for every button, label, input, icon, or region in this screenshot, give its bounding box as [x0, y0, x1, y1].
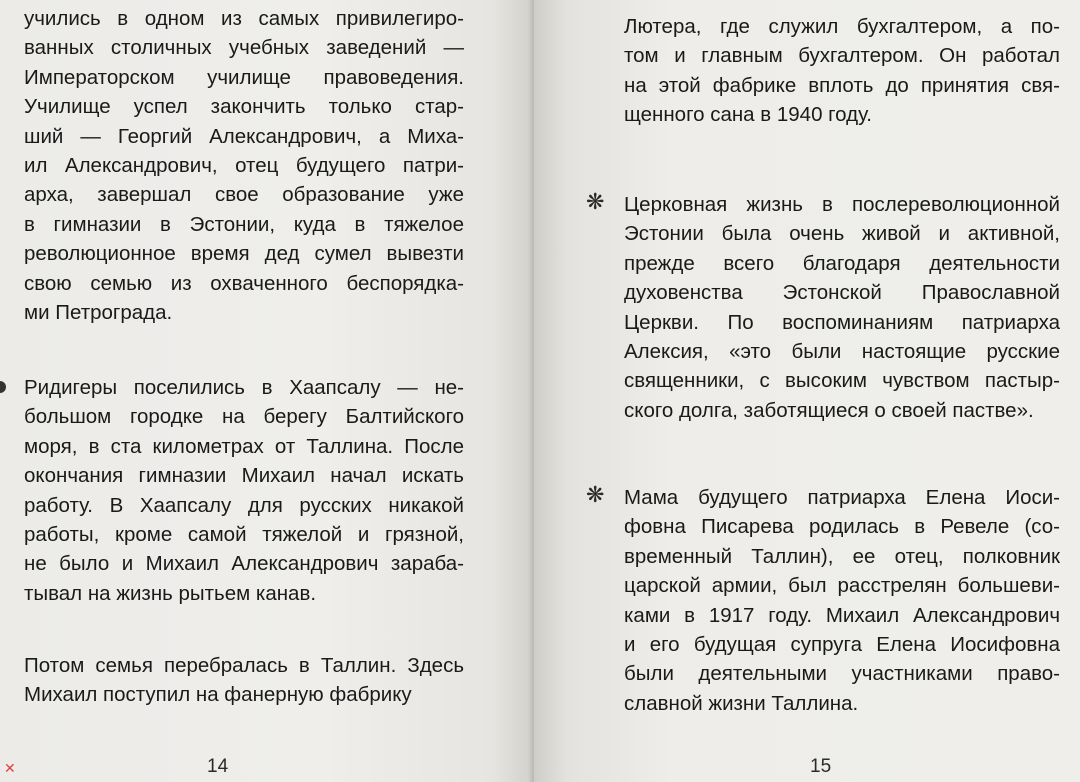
text-line: работы, кроме самой тяжелой и грязной, [24, 523, 464, 547]
text-line: были деятельными участниками право- [624, 662, 1060, 686]
text-line: временный Таллин), ее отец, полковник [624, 544, 1060, 568]
text-line: Эстонии была очень живой и активной, [624, 222, 1060, 246]
text-line: ского долга, заботящиеся о своей пастве». [624, 398, 1034, 422]
text-line: ил Александрович, отец будущего патри- [24, 154, 464, 178]
text-line: фовна Писарева родилась в Ревеле (со- [624, 515, 1060, 539]
bullet-ornament-icon: ❋ [586, 189, 605, 214]
right-paragraph-2 [624, 190, 1060, 425]
text-line: тывал на жизнь рытьем канав. [24, 581, 317, 605]
margin-mark [0, 381, 6, 393]
left-paragraph-2 [24, 373, 464, 608]
text-line: революционное время дед сумел вывезти [24, 242, 464, 266]
text-line: священники, с высоким чувством пастыр- [624, 369, 1060, 393]
text-line: духовенства Эстонской Православной [624, 281, 1060, 305]
text-line: Лютера, где служил бухгалтером, а по- [624, 15, 1060, 38]
page-number-right: 15 [810, 756, 832, 777]
right-paragraph-3 [624, 483, 1060, 718]
text-line: окончания гимназии Михаил начал искать [24, 464, 464, 488]
text-line: славной жизни Таллина. [624, 691, 859, 715]
text-line: Алексия, «это были настоящие русские [624, 340, 1060, 364]
text-line: ками в 1917 году. Михаил Александрович [624, 603, 1060, 627]
text-line: ванных столичных учебных заведений — [24, 36, 464, 60]
text-line: моря, в ста километрах от Таллина. После [24, 434, 464, 458]
text-line: Училище успел закончить только стар- [24, 95, 464, 119]
text-line: прежде всего благодаря деятельности [624, 251, 1060, 275]
text-line: работу. В Хаапсалу для русских никакой [24, 493, 464, 517]
text-line: учились в одном из самых привилегиро- [24, 7, 464, 30]
text-line: большом городке на берегу Балтийского [24, 405, 464, 429]
left-page [0, 0, 534, 782]
text-line: Церкви. По воспоминаниям патриарха [624, 310, 1060, 334]
page-number-left: 14 [207, 756, 229, 777]
text-line: ми Петрограда. [24, 301, 173, 325]
left-paragraph-3 [24, 651, 464, 710]
right-paragraph-1 [624, 12, 1060, 130]
text-line: ший — Георгий Александрович, а Миха- [24, 124, 464, 148]
text-line: Потом семья перебралась в Таллин. Здесь [24, 654, 464, 677]
left-paragraph-1 [24, 4, 464, 327]
text-line: Мама будущего патриарха Елена Иоси- [624, 486, 1060, 509]
text-line: Ридигеры поселились в Хаапсалу — не- [24, 376, 464, 399]
text-line: и его будущая супруга Елена Иосифовна [624, 633, 1060, 657]
bullet-ornament-icon: ❋ [586, 482, 605, 507]
text-line: том и главным бухгалтером. Он работал [624, 44, 1060, 68]
text-line: царской армии, был расстрелян большеви- [624, 574, 1060, 598]
text-line: Церковная жизнь в послереволюционной [624, 193, 1060, 216]
text-line: свою семью из охваченного беспорядка- [24, 271, 464, 295]
text-line: Императорском училище правоведения. [24, 65, 464, 89]
text-line: не было и Михаил Александрович зараба- [24, 552, 464, 576]
text-line: щенного сана в 1940 году. [624, 103, 872, 127]
text-line: в гимназии в Эстонии, куда в тяжелое [24, 212, 464, 236]
text-line: на этой фабрике вплоть до принятия свя- [624, 73, 1060, 97]
corner-mark: ✕ [4, 760, 16, 776]
text-line: Михаил поступил на фанерную фабрику [24, 683, 412, 707]
text-line: арха, завершал свое образование уже [24, 183, 464, 207]
right-page [534, 0, 1080, 782]
